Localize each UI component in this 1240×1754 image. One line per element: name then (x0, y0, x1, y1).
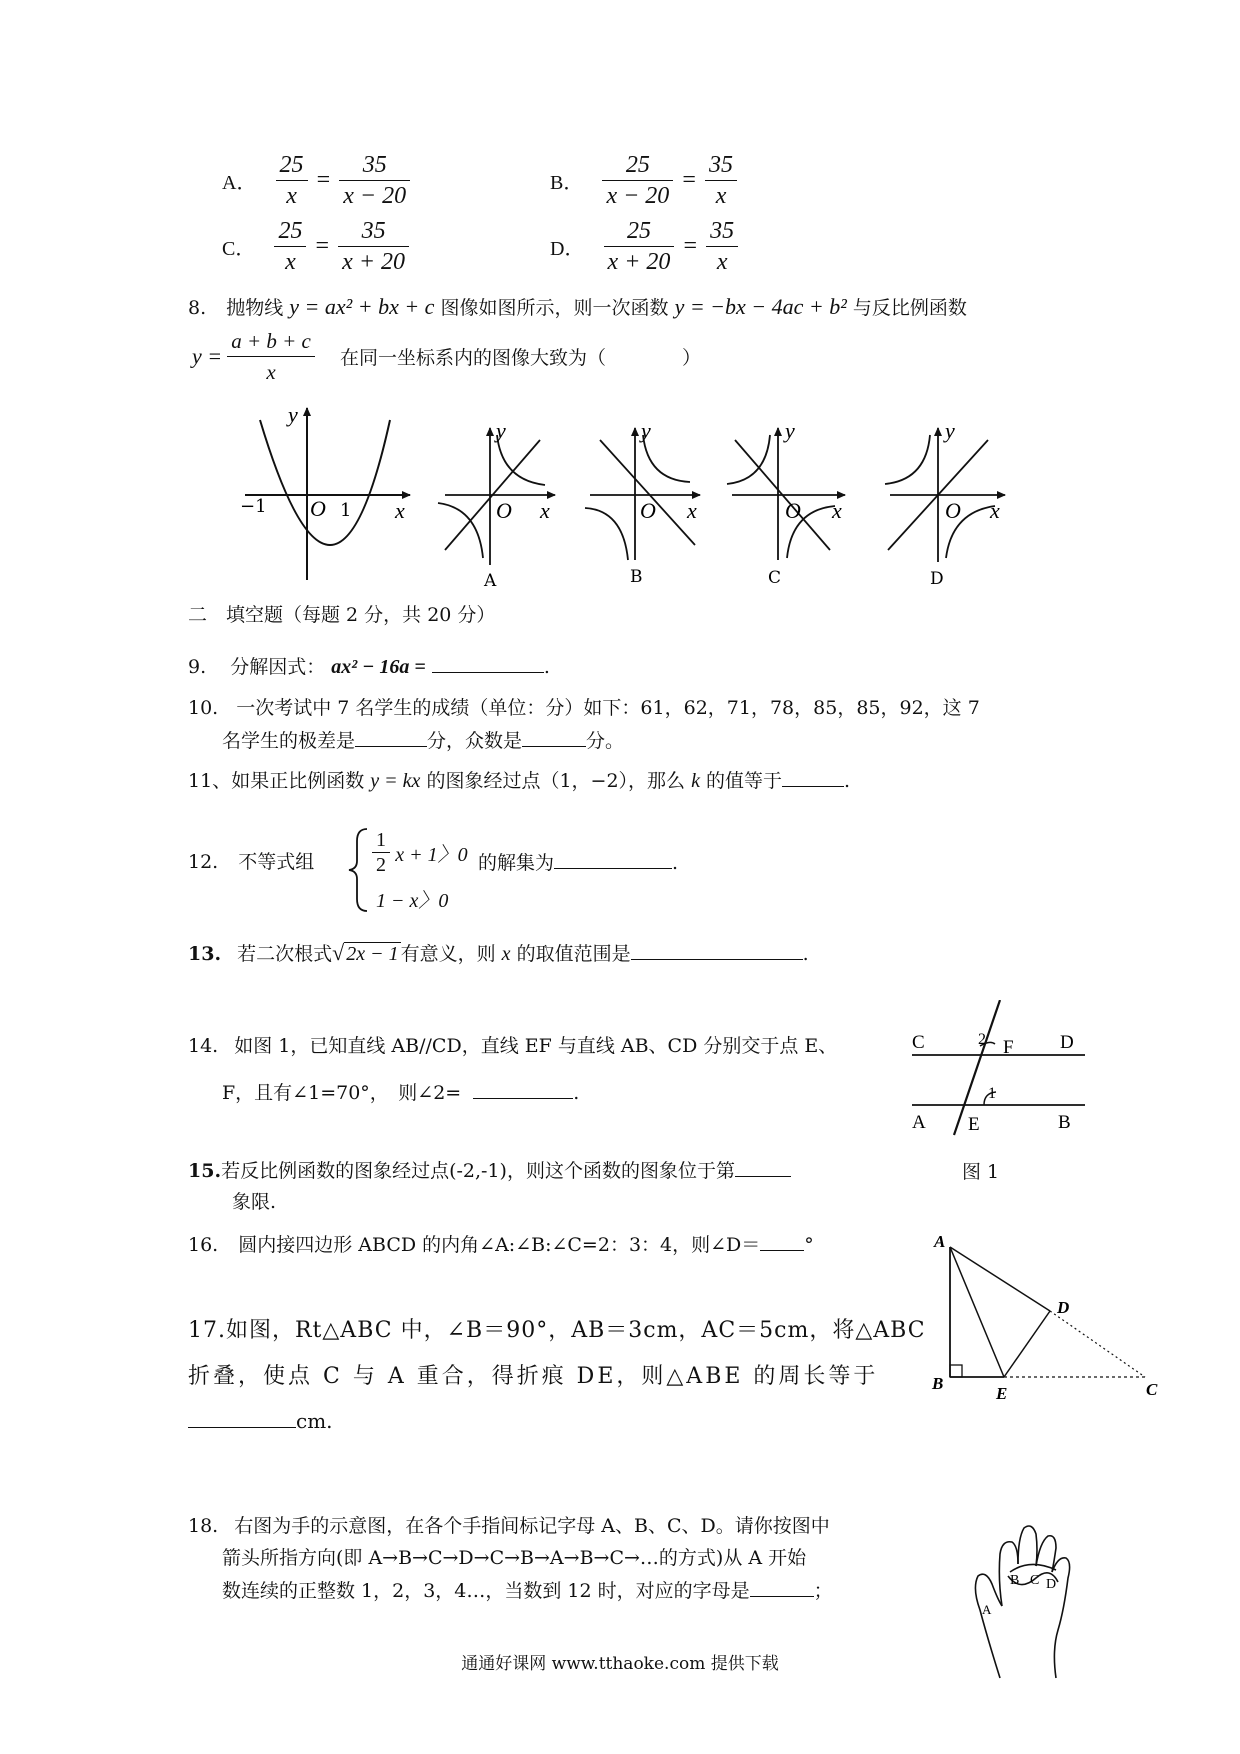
q12-system-bottom: 1 − x〉0 (376, 890, 449, 912)
svg-text:y: y (945, 418, 955, 443)
graph-y-label: y (288, 402, 298, 427)
svg-text:B: B (932, 1374, 944, 1393)
svg-text:y: y (785, 418, 795, 443)
svg-text:C: C (912, 1032, 925, 1053)
graph-origin-label: O (310, 496, 326, 521)
svg-text:O: O (640, 498, 656, 523)
section-2-heading: 二 填空题（每题 2 分，共 20 分） (188, 604, 496, 626)
svg-text:A: A (934, 1232, 946, 1251)
q17-line2: 折叠，使点 C 与 A 重合，得折痕 DE，则△ABE 的周长等于 (188, 1364, 879, 1389)
q8-line1: 8. 抛物线 y = ax² + bx + c 图像如图所示，则一次函数 y = −bx − 4ac + b² 与反比例函数 (188, 294, 967, 319)
q10-range-blank[interactable] (355, 728, 427, 747)
q7-option-c: C． $\frac{25}{x}$ = $\frac{35}{x + 20}$ (222, 216, 409, 277)
q8-graphs (240, 400, 1040, 590)
q11: 11、如果正比例函数 y = kx 的图象经过点（1，−2），那么 k 的值等于 . (188, 770, 851, 792)
q17-answer-blank[interactable] (188, 1409, 296, 1428)
q14-line1: 14. 如图 1，已知直线 AB//CD，直线 EF 与直线 AB、CD 分别交于点 E、 (188, 1035, 838, 1057)
q17-line3: cm. (188, 1408, 333, 1435)
graph-a (438, 428, 555, 565)
q12-tail: 的解集为 . (478, 852, 679, 874)
svg-text:x: x (990, 498, 1000, 523)
graph-a-label: A (484, 571, 497, 590)
svg-text:E: E (996, 1384, 1008, 1403)
svg-text:1: 1 (988, 1085, 996, 1102)
q17-line1: 17.如图，Rt△ABC 中，∠B＝90°，AB＝3cm，AC＝5cm，将△ABC (188, 1318, 926, 1343)
svg-text:B: B (1010, 1573, 1020, 1588)
q12-label: 12. 不等式组 (188, 851, 315, 873)
q18-line3: 数连续的正整数 1，2，3，4…，当数到 12 时，对应的字母是 ； (222, 1580, 833, 1602)
q13: 13. 若二次根式√ 2x − 1 有意义，则 x 的取值范围是 . (188, 940, 809, 965)
graph-c (727, 428, 845, 560)
graph-x-label: x (395, 498, 405, 523)
svg-text:F: F (1003, 1037, 1014, 1058)
svg-text:O: O (496, 498, 512, 523)
page-footer: 通通好课网 www.tthaoke.com 提供下载 (461, 1654, 779, 1674)
q18-answer-blank[interactable] (750, 1578, 814, 1597)
q18-line1: 18. 右图为手的示意图，在各个手指间标记字母 A、B、C、D。请你按图中 (188, 1515, 830, 1537)
q15-answer-blank[interactable] (735, 1158, 791, 1177)
figure-1-caption: 图 1 (962, 1161, 1000, 1183)
svg-text:O: O (785, 498, 801, 523)
q8-line2: y = $\frac{a + b + c}{x}$ 在同一坐标系内的图像大致为（ ） (192, 326, 701, 387)
svg-text:A: A (912, 1112, 926, 1133)
q10-line2: 名学生的极差是 分，众数是 分。 (222, 730, 625, 752)
q9-answer-blank[interactable] (432, 654, 544, 673)
svg-text:x: x (540, 498, 550, 523)
svg-text:D: D (1057, 1298, 1070, 1317)
svg-text:E: E (968, 1114, 980, 1135)
q10-mode-blank[interactable] (522, 728, 586, 747)
graph-minus-one-label: −1 (240, 496, 267, 517)
q7-option-a: A． $\frac{25}{x}$ = $\frac{35}{x - 20}$ (222, 150, 410, 211)
q16-answer-blank[interactable] (760, 1232, 804, 1251)
q14-answer-blank[interactable] (473, 1080, 573, 1099)
q15-line1: 15.若反比例函数的图象经过点(-2,-1)，则这个函数的图象位于第 (188, 1158, 791, 1185)
q14-figure (900, 1000, 1100, 1150)
q18-line2: 箭头所指方向(即 A→B→C→D→C→B→A→B→C→…的方式)从 A 开始 (222, 1547, 807, 1569)
q16: 16. 圆内接四边形 ABCD 的内角∠A:∠B:∠C=2：3：4，则∠D＝ ° (188, 1234, 814, 1256)
svg-text:2: 2 (978, 1031, 986, 1048)
svg-text:D: D (1060, 1032, 1074, 1053)
svg-text:x: x (687, 498, 697, 523)
parabola-graph (245, 408, 410, 580)
graph-c-label: C (768, 568, 782, 588)
q12-system: $\frac{1}{2}$ x + 1〉0 (372, 828, 468, 877)
svg-text:D: D (1046, 1577, 1057, 1592)
svg-text:B: B (1058, 1112, 1071, 1133)
svg-text:y: y (496, 418, 506, 443)
q15-line2: 象限. (232, 1191, 277, 1213)
svg-text:O: O (945, 498, 961, 523)
q7-option-b: B． $\frac{25}{x - 20}$ = $\frac{35}{x}$ (550, 150, 737, 211)
svg-text:y: y (641, 418, 651, 443)
graph-one-label: 1 (340, 500, 352, 521)
q17-figure (920, 1225, 1170, 1415)
q9: 9. 分解因式： ax² − 16a = . (188, 656, 550, 678)
q14-line2: F，且有∠1=70°， 则∠2= . (222, 1082, 580, 1104)
graph-b (585, 428, 700, 560)
q13-answer-blank[interactable] (631, 941, 803, 960)
svg-text:C: C (1030, 1573, 1040, 1588)
graph-d (885, 428, 1005, 562)
svg-text:A: A (982, 1602, 992, 1617)
graph-b-label: B (630, 567, 643, 587)
q10-line1: 10. 一次考试中 7 名学生的成绩（单位：分）如下：61，62，71，78，85，85，92，这 7 (188, 697, 980, 719)
graph-d-label: D (930, 569, 944, 589)
q12-answer-blank[interactable] (554, 850, 672, 869)
q7-option-d: D． $\frac{25}{x + 20}$ = $\frac{35}{x}$ (550, 216, 738, 277)
q11-answer-blank[interactable] (782, 768, 844, 787)
q12-brace (345, 825, 375, 915)
svg-text:C: C (1146, 1380, 1158, 1399)
svg-text:x: x (832, 498, 842, 523)
